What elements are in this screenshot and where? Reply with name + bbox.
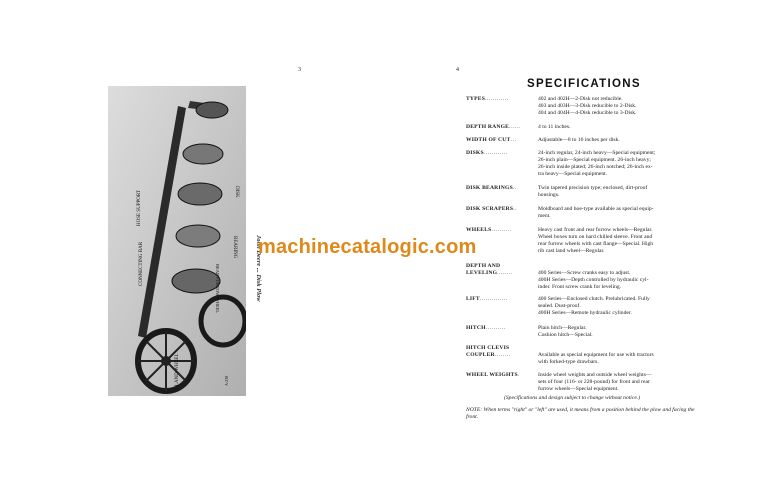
spec-description-line: 404 and 404H—4-Disk reducible to 3-Disk. — [538, 110, 637, 116]
footnote-specifications: (Specifications and design subject to change without notice.) — [504, 395, 641, 401]
photo-label-connecting-bar: CONNECTING BAR — [139, 241, 144, 286]
spec-description-line: Wheel boxes turn on hard chilled sleeve. Front and — [538, 234, 653, 240]
photo-label-hose-support: HOSE SUPPORT — [137, 190, 142, 226]
spec-description — [538, 227, 688, 255]
photo-label-rear-furrow-wheel: REAR FURROW WHEEL — [215, 264, 220, 314]
spec-term-line: LIFT.............. — [466, 296, 508, 302]
spec-description-line: Moldboard and hoe-type available as special equip- — [538, 206, 654, 212]
footnote-note: NOTE: When terms "right" or "left" are used, it means from a position behind the plow and facing the front. — [466, 407, 695, 420]
spec-term — [466, 150, 540, 157]
leader-dots: ........ — [497, 270, 514, 276]
spec-description — [538, 96, 688, 117]
spec-description-line: housings. — [538, 192, 560, 198]
watermark: machinecatalogic.com — [258, 236, 477, 258]
spec-term-line: HITCH CLEVIS — [466, 345, 510, 351]
leader-dots: .......... — [485, 325, 506, 331]
spec-description-line — [538, 345, 688, 352]
spec-term-line: COUPLER........ — [466, 352, 511, 358]
spec-description — [538, 372, 688, 393]
spec-description-line: Adjustable—8 to 16 inches per disk. — [538, 137, 620, 143]
spec-term — [466, 227, 540, 234]
spec-description-line: 4 to 11 inches. — [538, 124, 571, 130]
spec-description-line: 26-inch plain—Special equipment. 26-inch heavy; — [538, 157, 651, 163]
spec-term — [466, 206, 540, 213]
spec-description-line: Available as special equipment for use with tractors — [538, 352, 654, 358]
spec-description — [538, 263, 688, 291]
photo-label-bearing: BEARING — [232, 236, 237, 259]
spec-description-line: Twin tapered precision type; enclosed, dirt-proof — [538, 185, 648, 191]
leader-dots: .......... — [491, 227, 512, 233]
spec-description-line: 403 and 403H—3-Disk reducible to 2-Disk. — [538, 103, 637, 109]
spec-term-line: WIDTH OF CUT... — [466, 137, 517, 143]
photo-label-disk: DISK — [234, 186, 239, 198]
spec-term — [466, 185, 540, 192]
page-title: SPECIFICATIONS — [527, 78, 641, 90]
spec-description-line: rear furrow wheels with cast flange—Special. High — [538, 241, 654, 247]
spec-term-line: HITCH.......... — [466, 325, 506, 331]
leader-dots: .. — [513, 206, 518, 212]
spec-description — [538, 124, 688, 131]
spec-description-line: tra heavy—Special equipment. — [538, 171, 608, 177]
leader-dots: .............. — [479, 296, 508, 302]
spec-description-line: rib cast land wheel—Regular. — [538, 248, 605, 254]
spec-description-line: furrow wheels—Special equipment. — [538, 386, 619, 392]
spec-term — [466, 263, 540, 277]
spec-description — [538, 185, 688, 199]
spec-description-line: Cushion hitch—Special. — [538, 332, 593, 338]
spec-description-line: 400 Series—Screw cranks easy to adjust. — [538, 270, 631, 276]
spec-description-line: Heavy cast front and rear furrow wheels—Regular. — [538, 227, 653, 233]
spec-description-line: 400H Series—Remote hydraulic cylinder. — [538, 310, 632, 316]
spec-description — [538, 296, 688, 317]
spec-description-line: 402 and 402H—2-Disk not reducible. — [538, 96, 623, 102]
spec-term-line: WHEELS.......... — [466, 227, 512, 233]
leader-dots: .. — [512, 185, 517, 191]
spec-term — [466, 96, 540, 103]
spec-term — [466, 137, 540, 144]
spec-term — [466, 372, 540, 379]
spec-description-line: 24-inch regular, 24-inch heavy—Special equipment; — [538, 150, 656, 156]
spec-term-line: DISK BEARINGS.. — [466, 185, 517, 191]
plow-illustration — [108, 86, 246, 396]
spec-term — [466, 325, 540, 332]
spec-description-line: inder. Front screw crank for leveling. — [538, 284, 622, 290]
photo-label-land-wheel: LAND WHEEL — [175, 353, 180, 386]
illustration-caption: John Deere ... Disk Plow — [255, 235, 262, 302]
page-number: 3 — [298, 67, 301, 73]
spec-description-line: with forked-type drawbars. — [538, 359, 599, 365]
spec-term — [466, 296, 540, 303]
spec-description — [538, 325, 688, 339]
leader-dots: ...... — [509, 124, 522, 130]
spec-description — [538, 206, 688, 220]
leader-dots: . — [517, 372, 520, 378]
spec-term — [466, 124, 540, 131]
spec-description-line: Inside wheel weights and outside wheel weights— — [538, 372, 652, 378]
spec-term-line: DISK SCRAPERS.. — [466, 206, 518, 212]
spec-term-line: WHEEL WEIGHTS. — [466, 372, 520, 378]
leader-dots: ............ — [483, 150, 508, 156]
spec-term — [466, 345, 540, 359]
spec-description-line: 400 Series—Enclosed clutch. Prelubricated. Fully — [538, 296, 650, 302]
spec-term-line: DEPTH RANGE...... — [466, 124, 522, 130]
spec-description — [538, 137, 688, 144]
leader-dots: ... — [510, 137, 517, 143]
spec-term-line: DISKS............ — [466, 150, 508, 156]
spec-term-line: TYPES............ — [466, 96, 510, 102]
spec-term-line: LEVELING........ — [466, 270, 514, 276]
leader-dots: ........ — [494, 352, 511, 358]
spec-description — [538, 345, 688, 366]
spec-description-line — [538, 263, 688, 270]
photo-code: A-238 — [224, 375, 229, 386]
spec-description-line: 26-inch inside plated; 26-inch notched; 26-inch ex- — [538, 164, 653, 170]
spec-description-line: ment. — [538, 213, 551, 219]
spec-term-line: DEPTH AND — [466, 263, 501, 269]
leader-dots: ............ — [485, 96, 510, 102]
spec-description-line: Plain hitch—Regular. — [538, 325, 587, 331]
spec-description — [538, 150, 688, 178]
spec-description-line: sets of four (116- or 228-pound) for front and rear — [538, 379, 650, 385]
spec-description-line: sealed. Dust-proof. — [538, 303, 581, 309]
page-number: 4 — [456, 67, 459, 73]
spec-description-line: 400H Series—Depth controlled by hydraulic cyl- — [538, 277, 649, 283]
